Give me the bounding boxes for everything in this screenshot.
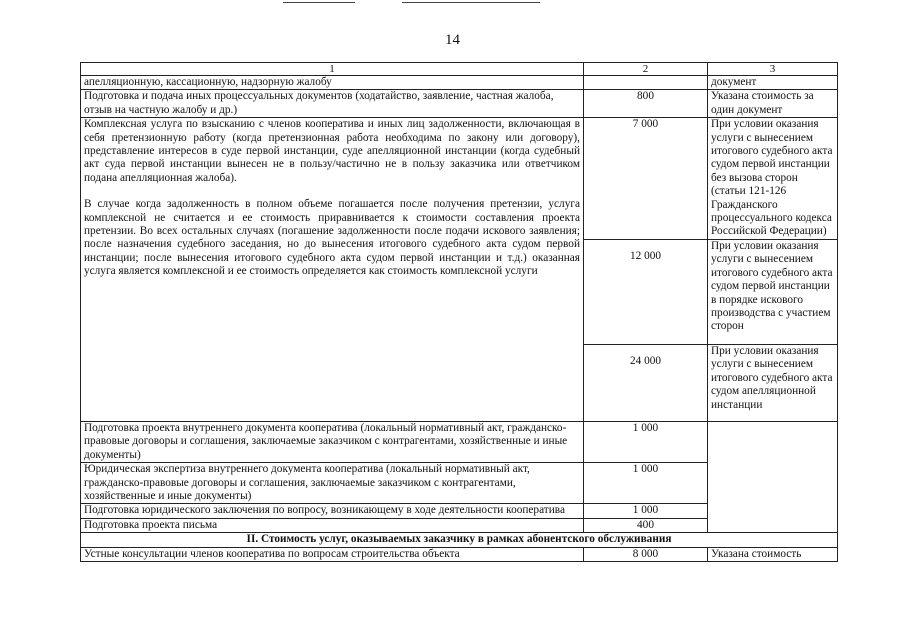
service-name: Юридическая экспертиза внутреннего документа кооператива (локальный нормативный акт, гражданско-правовые договоры и соглашения, заключаемые заказчиком с контрагентами, хозяйственные и иные документы) (81, 463, 584, 504)
service-price: 1 000 (584, 504, 708, 518)
page-number: 14 (445, 32, 460, 48)
header-col-1: 1 (81, 63, 584, 76)
table-row (81, 118, 838, 240)
service-price: 12 000 (584, 239, 708, 344)
service-price: 1 000 (584, 421, 708, 462)
service-note-empty (708, 421, 838, 532)
service-price: 24 000 (584, 344, 708, 421)
top-rule-right (402, 2, 540, 3)
table-row (81, 90, 838, 118)
service-name: Подготовка и подача иных процессуальных документов (ходатайство, заявление, частная жалоба, отзыв на частную жалобу и др.) (81, 90, 584, 118)
service-note: При условии оказания услуги с вынесением итогового судебного акта судом первой инстанции без вызова сторон (статьи 121-126 Гражданского процессуального кодекса Российской Федерации) (708, 118, 838, 240)
service-note: При условии оказания услуги с вынесением итогового судебного акта судом первой инстанции в порядке искового производства с участием сторон (708, 239, 838, 344)
table-row (81, 76, 838, 90)
service-name: Устные консультации членов кооператива по вопросам строительства объекта (81, 547, 584, 561)
service-note: документ (708, 76, 838, 90)
service-price: 8 000 (584, 547, 708, 561)
service-price: 800 (584, 90, 708, 118)
service-price: 7 000 (584, 118, 708, 240)
header-col-2: 2 (584, 63, 708, 76)
service-note: Указана стоимость за один документ (708, 90, 838, 118)
service-name: Подготовка проекта письма (81, 518, 584, 532)
section-row (81, 533, 838, 547)
service-price (584, 76, 708, 90)
section-title: II. Стоимость услуг, оказываемых заказчику в рамках абонентского обслуживания (81, 533, 838, 547)
service-note: При условии оказания услуги с вынесением итогового судебного акта судом апелляционной инстанции (708, 344, 838, 421)
complex-service-paragraph-2: В случае когда задолженность в полном объеме погашается после получения претензии, услуга комплексной не считается и ее стоимость приравнивается к стоимости составления проекта претензии. Во всех остальных случаях (погашение задолженности после подачи искового заявления; после назначения судебного заседания, но до вынесения итогового судебного акта судом первой инстанции; после вынесения итогового судебного акта судом первой инстанции и т.д.) оказанная услуга является комплексной и ее стоимость определяется как стоимость комплексной услуги (84, 198, 580, 278)
header-row (81, 63, 838, 76)
table-row (81, 421, 838, 462)
service-name: апелляционную, кассационную, надзорную жалобу (81, 76, 584, 90)
service-name: Подготовка проекта внутреннего документа кооператива (локальный нормативный акт, гражданско-правовые договоры и соглашения, заключаемые заказчиком с контрагентами, хозяйственные и иные документы) (81, 421, 584, 462)
service-note: Указана стоимость (708, 547, 838, 561)
complex-service-paragraph-1: Комплексная услуга по взысканию с членов кооператива и иных лиц задолженности, включающая в себя претензионную работу (когда претензионная работа необходима по закону или договору), представление интересов в суде первой инстанции, суде апелляционной инстанции (когда судебный акт суда первой инстанции вынесен не в пользу/частично не в пользу заказчика или ответчиком подана апелляционная жалоба). (84, 118, 580, 184)
service-price: 400 (584, 518, 708, 532)
header-col-3: 3 (708, 63, 838, 76)
top-rule-left (283, 2, 355, 3)
tariff-table (80, 62, 838, 562)
service-price: 1 000 (584, 463, 708, 504)
table-row (81, 547, 838, 561)
complex-service-description (81, 118, 584, 422)
service-name: Подготовка юридического заключения по вопросу, возникающему в ходе деятельности кооператива (81, 504, 584, 518)
